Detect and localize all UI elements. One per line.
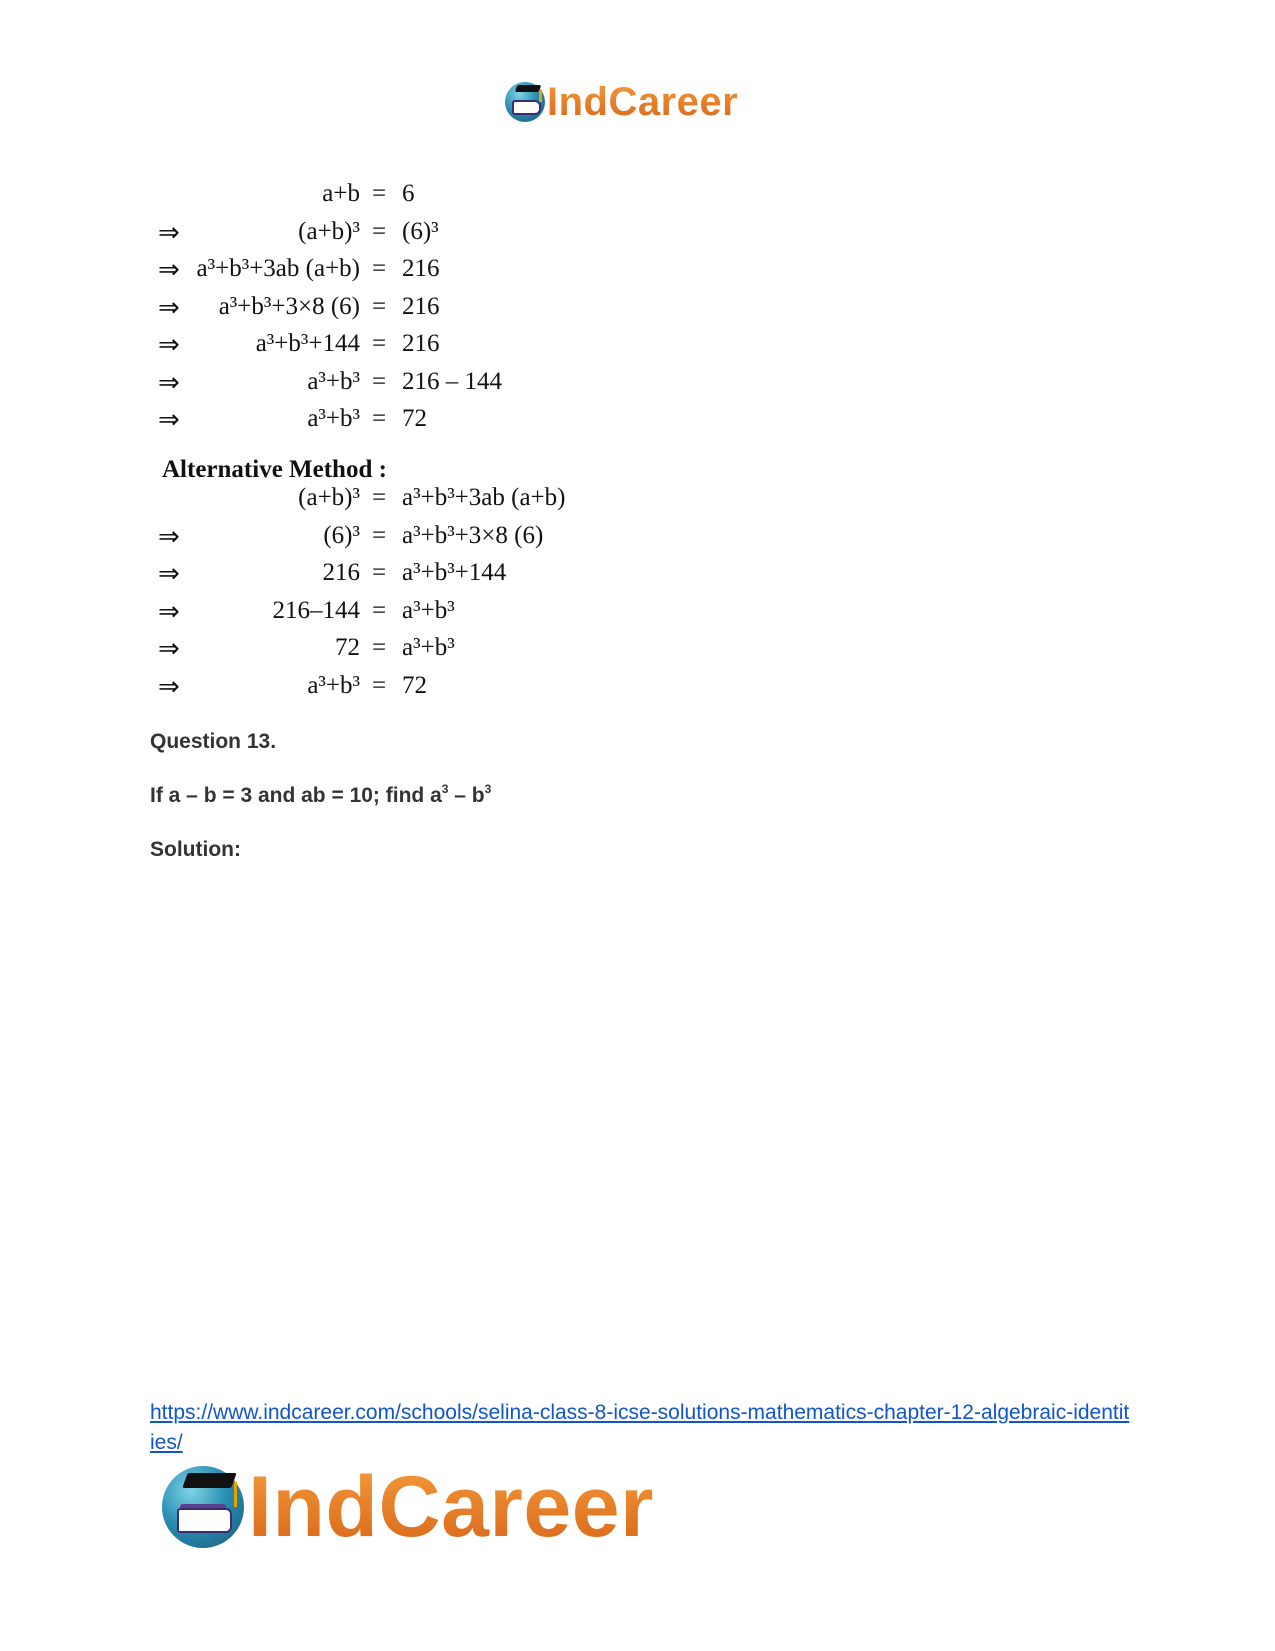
implies-arrow: ⇒ <box>158 367 180 397</box>
header-logo <box>505 80 738 124</box>
equation-lhs: (a+b)³ <box>298 217 360 245</box>
equation-lhs: a³+b³+3ab (a+b) <box>196 255 360 282</box>
question-text: If a – b = 3 and ab = 10; find $a^3 - b^3$ <box>150 782 492 807</box>
equation-row <box>150 484 670 520</box>
implies-arrow: ⇒ <box>158 405 180 434</box>
footer-logo-text: IndCareer <box>248 1459 654 1555</box>
equals-sign: = <box>371 596 387 624</box>
equation-rhs: a³+b³ <box>402 634 455 661</box>
footer-logo <box>162 1459 654 1555</box>
equation-rhs: a³+b³+3ab (a+b) <box>402 484 566 511</box>
equation-lhs: 216 <box>322 559 360 586</box>
equals-sign: = <box>371 559 387 586</box>
source-link[interactable]: https://www.indcareer.com/schools/selina-class-8-icse-solutions-mathematics-chapter-12-algebraic-identities/ <box>150 1401 1130 1454</box>
equation-rhs: 72 <box>402 405 427 432</box>
equals-sign: = <box>371 180 387 207</box>
alternative-method-heading: Alternative Method : <box>162 456 387 483</box>
equation-row <box>150 180 670 216</box>
graduation-book-icon <box>162 1466 244 1548</box>
equals-sign: = <box>371 671 387 699</box>
equation-lhs: a³+b³+144 <box>255 330 360 357</box>
implies-arrow: ⇒ <box>158 217 180 247</box>
equation-rhs: a³+b³+144 <box>402 559 507 586</box>
equals-sign: = <box>371 255 387 282</box>
equation-rhs: 216 – 144 <box>402 367 502 395</box>
implies-arrow: ⇒ <box>158 292 180 322</box>
equation-rhs: a³+b³ <box>402 596 455 624</box>
implies-arrow: ⇒ <box>158 559 180 588</box>
equation-rhs: 216 <box>402 292 440 320</box>
equation-rhs: 72 <box>402 671 427 699</box>
implies-arrow: ⇒ <box>158 596 180 626</box>
equation-row <box>150 522 670 558</box>
equation-row <box>150 672 670 708</box>
equation-row <box>150 634 670 670</box>
solution-label: Solution: <box>150 838 241 861</box>
equation-row <box>150 218 670 254</box>
equation-row <box>150 559 670 595</box>
equation-row <box>150 597 670 633</box>
equals-sign: = <box>371 634 387 661</box>
implies-arrow: ⇒ <box>158 671 180 701</box>
header-logo-text: IndCareer <box>547 80 739 124</box>
equation-lhs: 216–144 <box>272 596 360 624</box>
equation-row <box>150 293 670 329</box>
equals-sign: = <box>371 405 387 432</box>
equation-row <box>150 368 670 404</box>
equation-lhs: a+b <box>322 180 360 207</box>
equation-rhs: 216 <box>402 330 440 357</box>
equals-sign: = <box>371 217 387 245</box>
graduation-book-icon <box>505 82 545 122</box>
equation-lhs: (6)³ <box>323 521 360 549</box>
equation-row <box>150 405 670 441</box>
equation-lhs: 72 <box>335 634 360 661</box>
equation-rhs: (6)³ <box>402 217 439 245</box>
equation-row <box>150 255 670 291</box>
equals-sign: = <box>371 330 387 357</box>
equals-sign: = <box>371 521 387 549</box>
equation-lhs: a³+b³ <box>307 367 360 395</box>
question-title: Question 13. <box>150 730 277 753</box>
equation-lhs: a³+b³ <box>307 405 360 432</box>
equation-row <box>150 330 670 366</box>
equation-rhs: 6 <box>402 180 415 207</box>
implies-arrow: ⇒ <box>158 634 180 663</box>
equation-lhs: (a+b)³ <box>298 484 360 511</box>
implies-arrow: ⇒ <box>158 255 180 284</box>
equals-sign: = <box>371 484 387 511</box>
implies-arrow: ⇒ <box>158 330 180 359</box>
equals-sign: = <box>371 292 387 320</box>
implies-arrow: ⇒ <box>158 521 180 551</box>
equals-sign: = <box>371 367 387 395</box>
equation-lhs: a³+b³ <box>307 671 360 699</box>
equation-rhs: a³+b³+3×8 (6) <box>402 521 544 549</box>
equation-rhs: 216 <box>402 255 440 282</box>
equation-lhs: a³+b³+3×8 (6) <box>218 292 360 320</box>
